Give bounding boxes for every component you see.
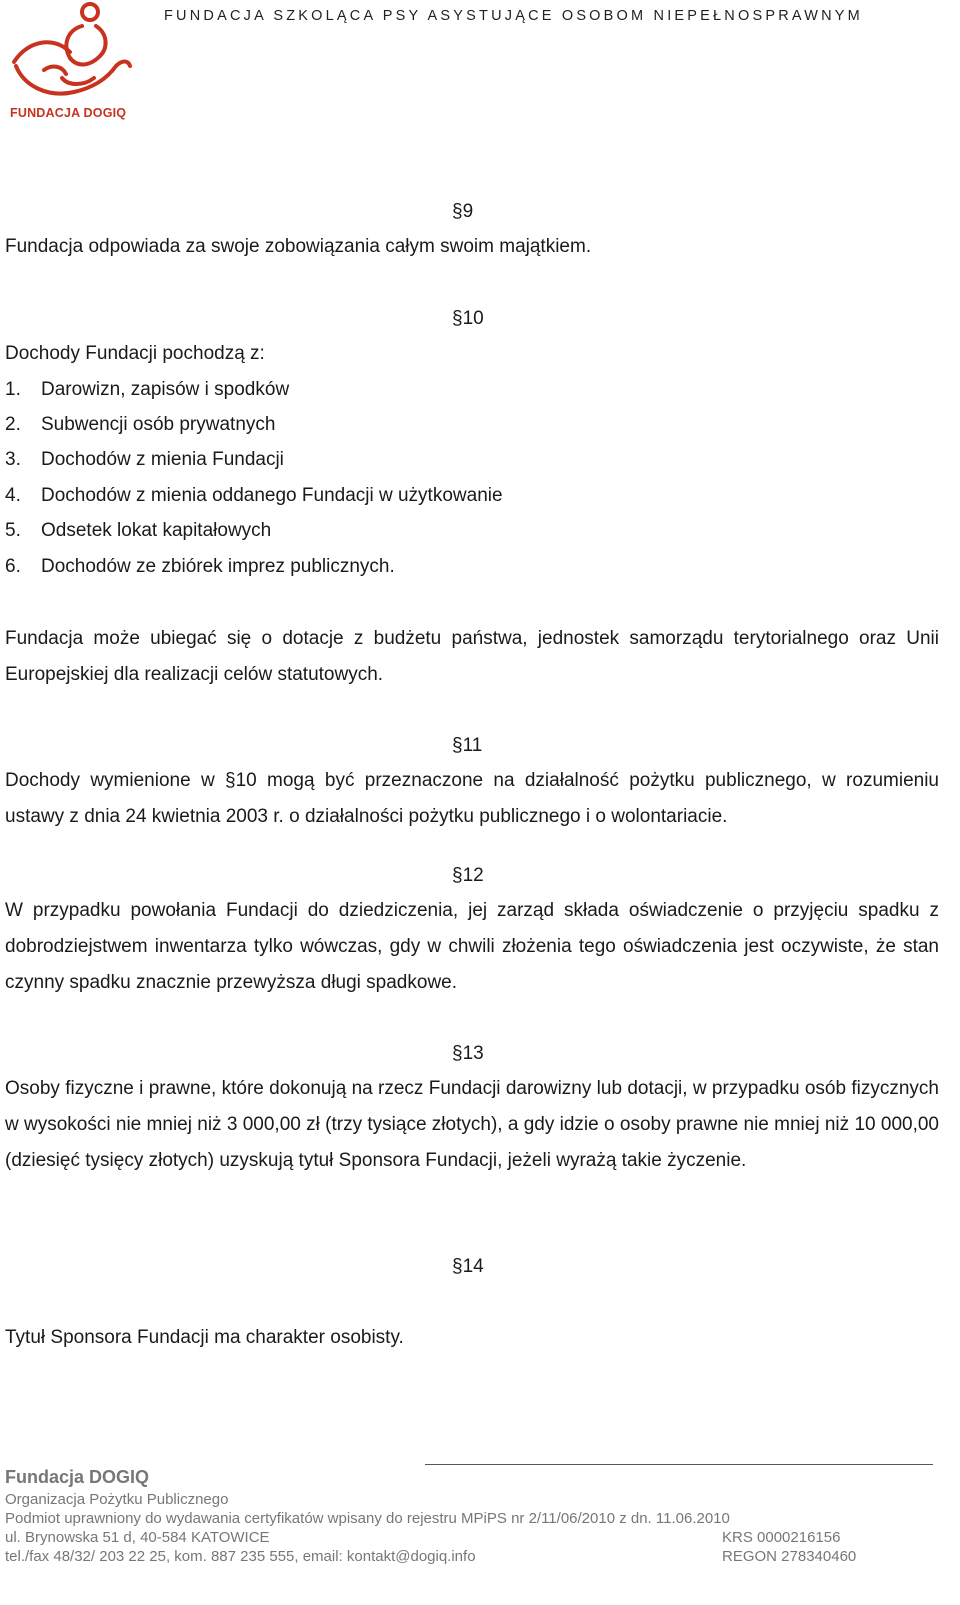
section-10-paragraph: Fundacja może ubiegać się o dotacje z budżetu państwa, jednostek samorządu terytorialnego oraz Unii Europejskiej dla realizacji celów statutowych.	[5, 628, 939, 685]
list-item: 2. Subwencji osób prywatnych	[5, 414, 276, 435]
list-item: 1. Darowizn, zapisów i spodków	[5, 379, 290, 400]
section-11-heading: §11	[452, 735, 483, 756]
list-item: 5. Odsetek lokat kapitałowych	[5, 520, 272, 541]
footer-krs: KRS 0000216156	[722, 1529, 841, 1546]
section-10-heading: §10	[452, 308, 484, 329]
logo-dog-and-person-icon	[4, 0, 134, 104]
footer-address: ul. Brynowska 51 d, 40-584 KATOWICE	[5, 1529, 270, 1546]
footer-divider	[425, 1464, 933, 1465]
section-14-text: Tytuł Sponsora Fundacji ma charakter osobisty.	[5, 1327, 404, 1348]
list-item: 6. Dochodów ze zbiórek imprez publicznych.	[5, 556, 395, 577]
section-12-text: W przypadku powołania Fundacji do dziedziczenia, jej zarząd składa oświadczenie o przyjęciu spadku z dobrodziejstwem inwentarza tylko wówczas, gdy w chwili złożenia tego oświadczenia jest oczywiste, że stan czynny spadku znacznie przewyższa długi spadkowe.	[5, 900, 939, 993]
footer-line-1: Organizacja Pożytku Publicznego	[5, 1491, 229, 1508]
section-9-text: Fundacja odpowiada za swoje zobowiązania całym swoim majątkiem.	[5, 236, 592, 257]
section-13-text: Osoby fizyczne i prawne, które dokonują na rzecz Fundacji darowizny lub dotacji, w przypadku osób fizycznych w wysokości nie mniej niż 3 000,00 zł (trzy tysiące złotych), a gdy idzie o osoby prawne nie mniej niż 10 000,00 (dziesięć tysięcy złotych) uzyskują tytuł Sponsora Fundacji, jeżeli wyrażą takie życzenie.	[5, 1078, 939, 1171]
header-title: FUNDACJA SZKOLĄCA PSY ASYSTUJĄCE OSOBOM NIEPEŁNOSPRAWNYM	[164, 8, 863, 24]
footer-regon: REGON 278340460	[722, 1548, 857, 1565]
section-14-heading: §14	[452, 1256, 484, 1277]
footer-contact: tel./fax 48/32/ 203 22 25, kom. 887 235 555, email: kontakt@dogiq.info	[5, 1548, 476, 1565]
list-item: 3. Dochodów z mienia Fundacji	[5, 449, 284, 470]
section-11-text: Dochody wymienione w §10 mogą być przeznaczone na działalność pożytku publicznego, w rozumieniu ustawy z dnia 24 kwietnia 2003 r. o działalności pożytku publicznego i o wolontariacie.	[5, 770, 939, 827]
logo-text: FUNDACJA DOGIQ	[10, 106, 127, 120]
list-item: 4. Dochodów z mienia oddanego Fundacji w użytkowanie	[5, 485, 503, 506]
section-12-heading: §12	[452, 865, 484, 886]
section-10-intro: Dochody Fundacji pochodzą z:	[5, 343, 265, 364]
section-13-heading: §13	[452, 1043, 484, 1064]
section-9-heading: §9	[452, 201, 474, 222]
footer-name: Fundacja DOGIQ	[5, 1467, 150, 1487]
footer-line-2: Podmiot uprawniony do wydawania certyfikatów wpisany do rejestru MPiPS nr 2/11/06/2010 z dn. 11.06.2010	[5, 1510, 730, 1527]
